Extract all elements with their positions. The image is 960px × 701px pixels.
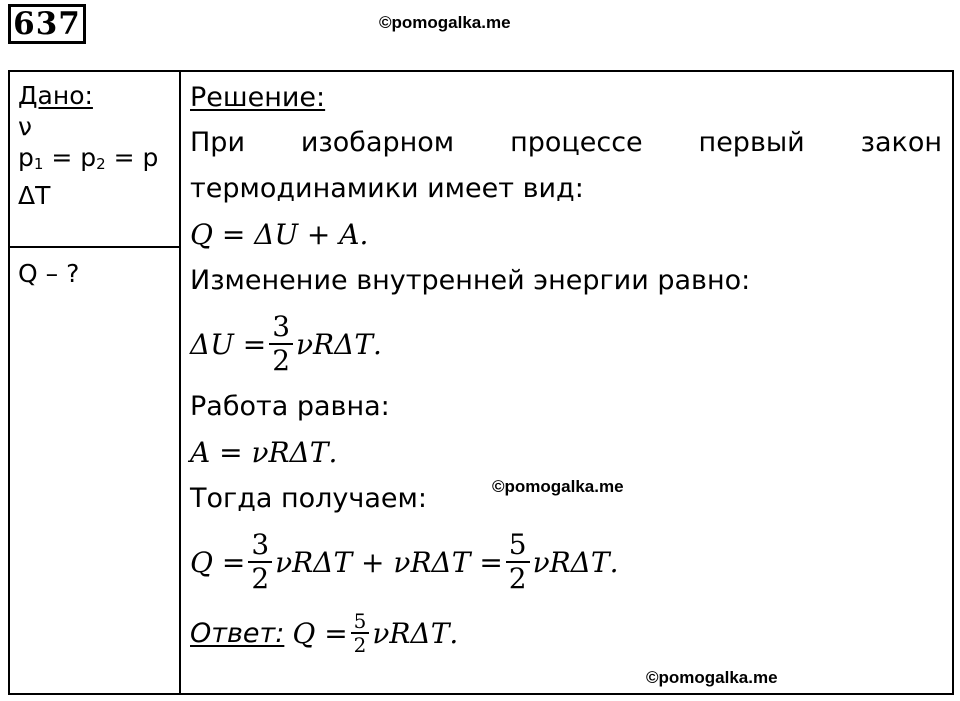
internal-energy-equation: Δ𝑈 = $\frac{3}{2}$ 𝜈𝑅Δ𝑇. (190, 310, 382, 377)
given-pressure: $p_1 = p_2 = p$ (18, 143, 159, 173)
column-divider (179, 70, 181, 695)
work-equation: 𝐴 = 𝜈𝑅Δ𝑇. (190, 436, 338, 469)
given-divider (8, 246, 180, 248)
problem-number: 637 (8, 4, 86, 44)
solution-title: Решение: (190, 82, 326, 113)
given-section (18, 80, 178, 211)
watermark-bottom: ©pomogalka.me (646, 668, 778, 687)
intro-line-2: термодинамики имеет вид: (190, 173, 584, 204)
energy-text: Изменение внутренней энергии равно: (190, 265, 751, 296)
work-text: Работа равна: (190, 391, 390, 422)
given-delta-t: ΔT (18, 181, 51, 210)
given-nu: ν (18, 112, 32, 141)
find-section: Q – ? (18, 259, 80, 288)
heat-equation: 𝑄 = $\frac{3}{2}$ 𝜈𝑅Δ𝑇 + 𝜈𝑅Δ𝑇 = $\frac{5}{2}$ 𝜈𝑅Δ𝑇. (190, 528, 619, 595)
first-law-equation: 𝑄 = Δ𝑈 + 𝐴. (190, 218, 369, 251)
watermark-top: ©pomogalka.me (379, 13, 511, 32)
answer-line: Ответ: 𝑄 = $\frac{5}{2}$ 𝜈𝑅Δ𝑇. (190, 609, 459, 657)
intro-line-1: При изобарном процессе первый закон (190, 127, 942, 158)
solution-section (190, 76, 942, 664)
answer-label: Ответ: (190, 617, 285, 649)
then-text: Тогда получаем: (190, 483, 427, 514)
given-title: Дано: (18, 81, 93, 110)
watermark-middle: ©pomogalka.me (492, 477, 624, 496)
